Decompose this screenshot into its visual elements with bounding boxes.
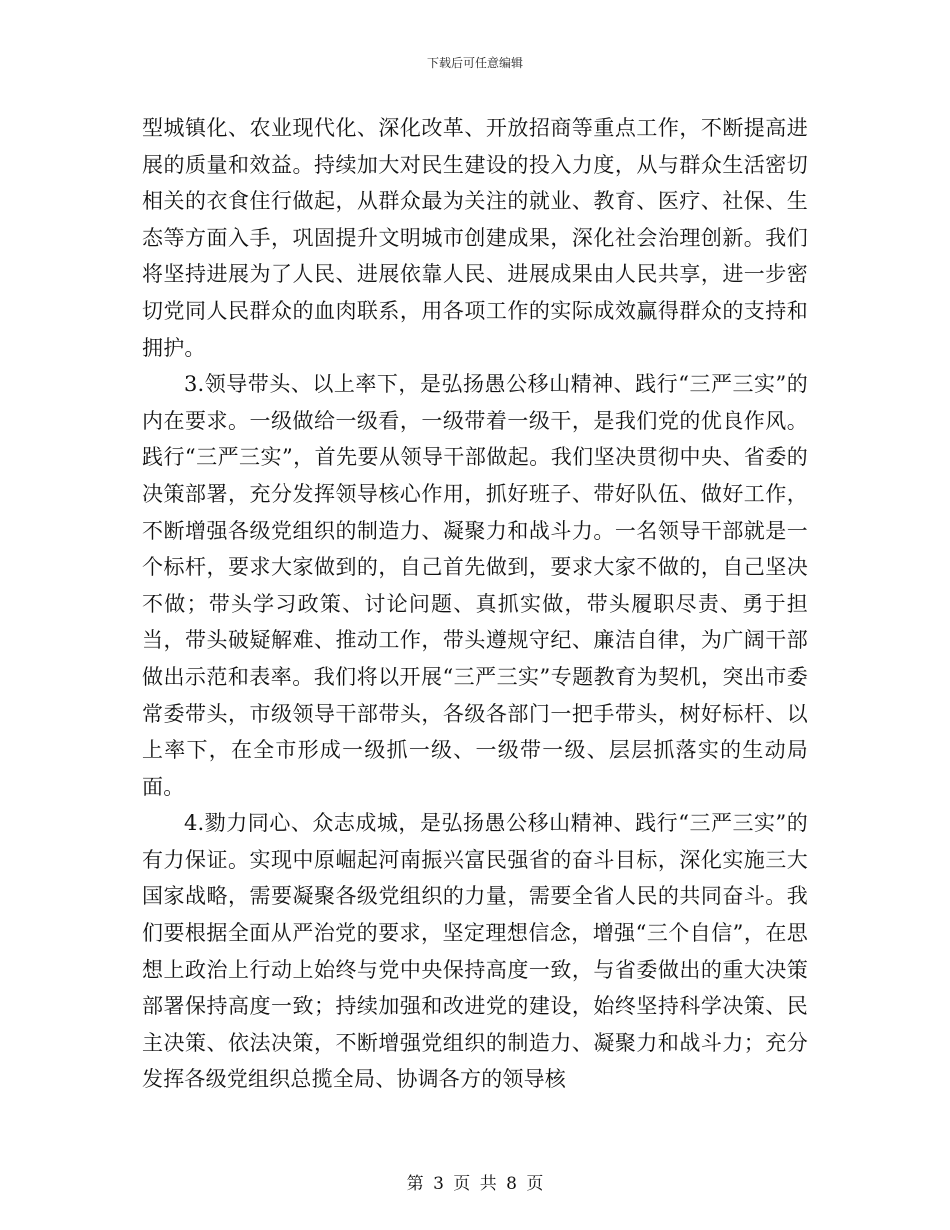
paragraph-item-4: 4.勠力同心、众志成城，是弘扬愚公移山精神、践行“三严三实”的有力保证。实现中原崛起河南振兴富民强省的奋斗目标，深化实施三大国家战略，需要凝聚各级党组织的力量，需要全省人民的共同奋斗。我们要根据全面从严治党的要求，坚定理想信念，增强“三个自信”，在思想上政治上行动上始终与党中央保持高度一致，与省委做出的重大决策部署保持高度一致；持续加强和改进党的建设，始终坚持科学决策、民主决策、依法决策，不断增强党组织的制造力、凝聚力和战斗力；充分发挥各级党组织总揽全局、协调各方的领导核 bbox=[142, 811, 808, 1092]
document-body bbox=[142, 110, 808, 1098]
paragraph-item-3: 3.领导带头、以上率下，是弘扬愚公移山精神、践行“三严三实”的内在要求。一级做给一级看，一级带着一级干，是我们党的优良作风。践行“三严三实”，首先要从领导干部做起。我们坚决贯彻中央、省委的决策部署，充分发挥领导核心作用，抓好班子、带好队伍、做好工作，不断增强各级党组织的制造力、凝聚力和战斗力。一名领导干部就是一个标杆，要求大家做到的，自己首先做到，要求大家不做的，自己坚决不做；带头学习政策、讨论问题、真抓实做，带头履职尽责、勇于担当，带头破疑解难、推动工作，带头遵规守纪、廉洁自律，为广阔干部做出示范和表率。我们将以开展“三严三实”专题教育为契机，突出市委常委带头，市级领导干部带头，各级各部门一把手带头，树好标杆、以上率下，在全市形成一级抓一级、一级带一级、层层抓落实的生动局面。 bbox=[142, 372, 808, 799]
page-number: 第 3 页 共 8 页 bbox=[406, 1174, 544, 1194]
header-note: 下载后可任意编辑 bbox=[426, 56, 523, 70]
paragraph-continuation: 型城镇化、农业现代化、深化改革、开放招商等重点工作，不断提高进展的质量和效益。持续加大对民生建设的投入力度，从与群众生活密切相关的衣食住行做起，从群众最为关注的就业、教育、医疗、社保、生态等方面入手，巩固提升文明城市创建成果，深化社会治理创新。我们将坚持进展为了人民、进展依靠人民、进展成果由人民共享，进一步密切党同人民群众的血肉联系，用各项工作的实际成效赢得群众的支持和拥护。 bbox=[142, 116, 808, 360]
